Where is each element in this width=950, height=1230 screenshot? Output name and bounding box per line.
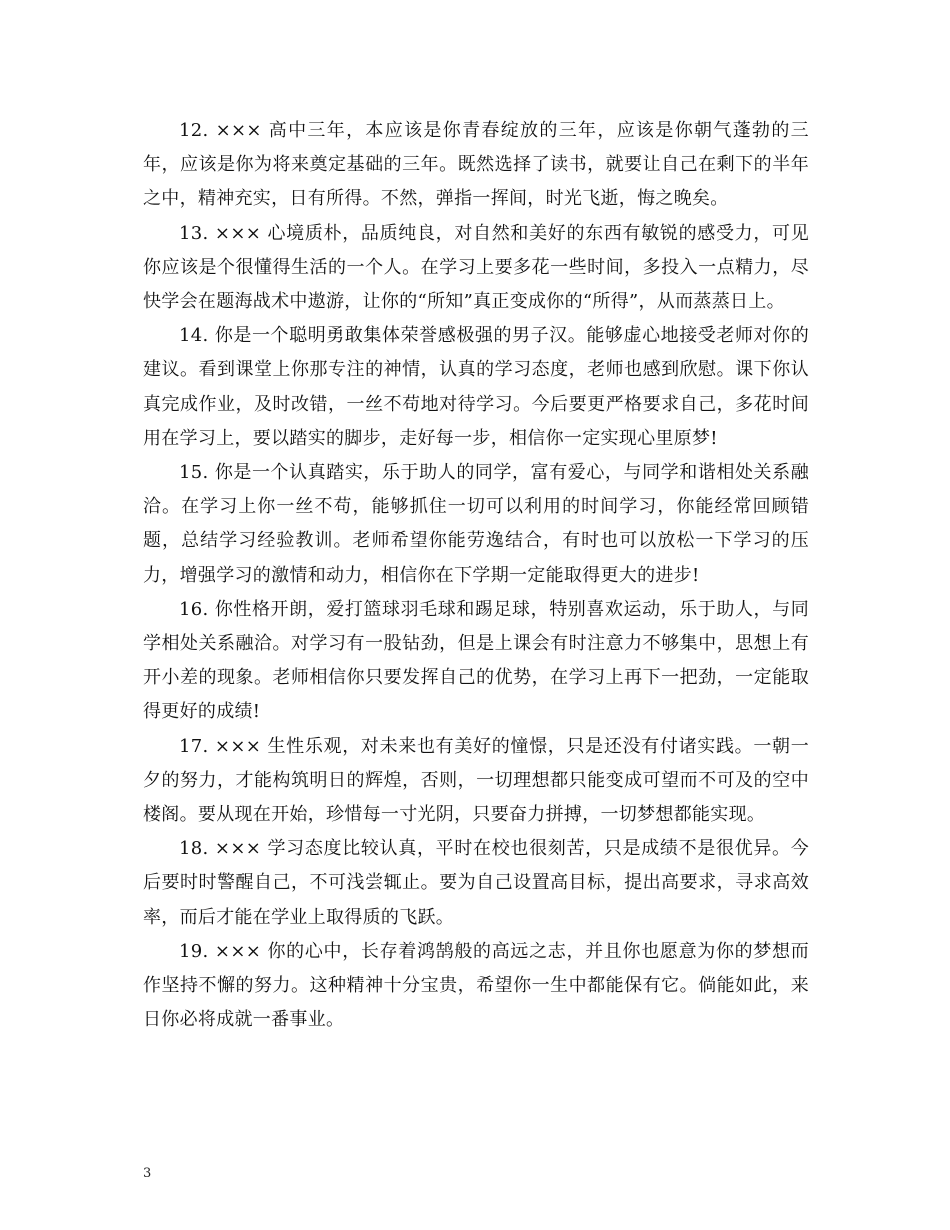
comment-paragraph-18: 18. ××× 学习态度比较认真，平时在校也很刻苦，只是成绩不是很优异。今后要时时警醒自己，不可浅尝辄止。要为自己设置高目标，提出高要求，寻求高效率，而后才能在学业上取得质的飞跃。 [143,838,809,928]
comment-paragraph-16: 16. 你性格开朗，爱打篮球羽毛球和踢足球，特别喜欢运动，乐于助人，与同学相处关系融洽。对学习有一股钻劲，但是上课会有时注意力不够集中，思想上有开小差的现象。老师相信你只要发挥自己的优势，在学习上再下一把劲，一定能取得更好的成绩! [143,598,809,723]
comment-paragraph-15: 15. 你是一个认真踏实，乐于助人的同学，富有爱心，与同学和谐相处关系融洽。在学习上你一丝不苟，能够抓住一切可以利用的时间学习，你能经常回顾错题，总结学习经验教训。老师希望你能劳逸结合，有时也可以放松一下学习的压力，增强学习的激情和动力，相信你在下学期一定能取得更大的进步! [143,462,809,586]
comment-paragraph-17: 17. ××× 生性乐观，对未来也有美好的憧憬，只是还没有付诸实践。一朝一夕的努力，才能构筑明日的辉煌，否则，一切理想都只能变成可望而不可及的空中楼阁。要从现在开始，珍惜每一寸光阴，只要奋力拼搏，一切梦想都能实现。 [143,735,809,826]
comment-paragraph-13: 13. ××× 心境质朴，品质纯良，对自然和美好的东西有敏锐的感受力，可见你应该是个很懂得生活的一个人。在学习上要多花一些时间，多投入一点精力，尽快学会在题海战术中遨游，让你的“所知”真正变成你的“所得”，从而蒸蒸日上。 [143,222,809,313]
comment-paragraph-12: 12. ××× 高中三年，本应该是你青春绽放的三年，应该是你朝气蓬勃的三年，应该是你为将来奠定基础的三年。既然选择了读书，就要让自己在剩下的半年之中，精神充实，日有所得。不然，弹指一挥间，时光飞逝，悔之晚矣。 [143,120,809,210]
page-number: 3 [143,1166,152,1181]
comment-paragraph-14: 14. 你是一个聪明勇敢集体荣誉感极强的男子汉。能够虚心地接受老师对你的建议。看到课堂上你那专注的神情，认真的学习态度，老师也感到欣慰。课下你认真完成作业，及时改错，一丝不苟地对待学习。今后要更严格要求自己，多花时间用在学习上，要以踏实的脚步，走好每一步，相信你一定实现心里原梦! [143,325,809,449]
comment-paragraph-19: 19. ××× 你的心中，长存着鸿鹄般的高远之志，并且你也愿意为你的梦想而作坚持不懈的努力。这种精神十分宝贵，希望你一生中都能保有它。倘能如此，来日你必将成就一番事业。 [143,940,809,1031]
document-body [143,114,809,1037]
